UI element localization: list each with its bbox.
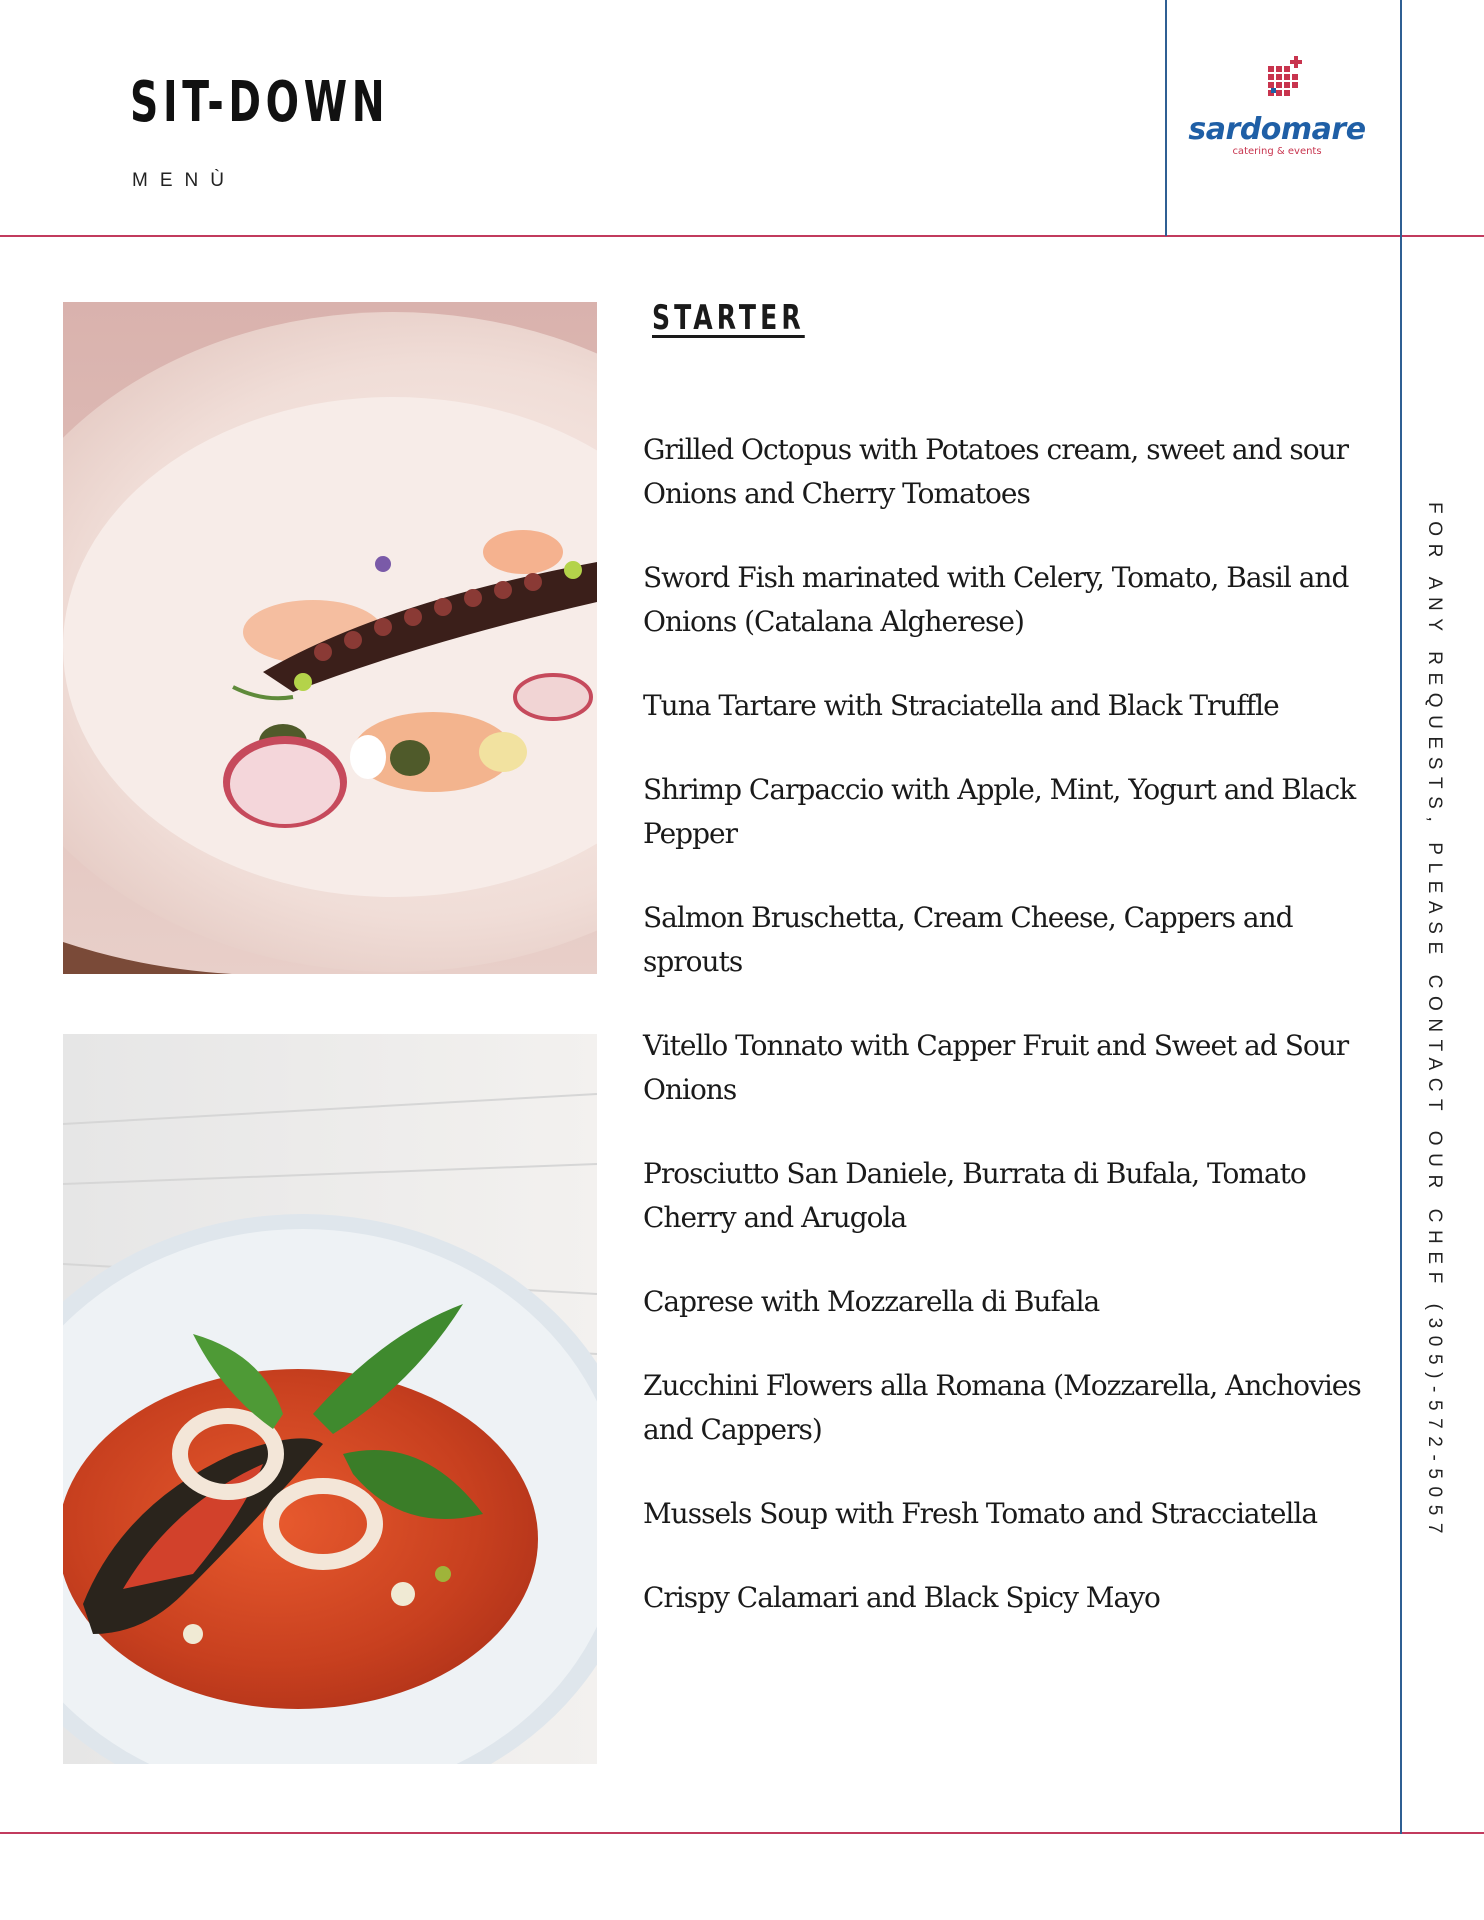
menu-item: Vitello Tonnato with Capper Fruit and Sweet ad Sour Onions — [643, 1029, 1349, 1106]
menu-item: Crispy Calamari and Black Spicy Mayo — [643, 1581, 1160, 1614]
mussels-soup-photo — [63, 1034, 597, 1764]
logo-tagline: catering & events — [1232, 146, 1322, 157]
contact-note: FOR ANY REQUESTS, PLEASE CONTACT OUR CHEF (305)-572-5057 — [1424, 502, 1445, 1542]
menu-item: Zucchini Flowers alla Romana (Mozzarella, Anchovies and Cappers) — [643, 1369, 1361, 1446]
page-subtitle: MENÙ — [132, 170, 236, 191]
logo-wordmark: sardomare — [1188, 112, 1366, 147]
logo-box-divider — [1165, 0, 1167, 236]
menu-item: Grilled Octopus with Potatoes cream, sweet and sour Onions and Cherry Tomatoes — [643, 433, 1349, 510]
header-divider — [0, 235, 1484, 237]
menu-item: Salmon Bruschetta, Cream Cheese, Cappers and sprouts — [643, 901, 1293, 978]
menu-item: Sword Fish marinated with Celery, Tomato, Basil and Onions (Catalana Algherese) — [643, 561, 1349, 638]
logo-mark-icon — [1182, 50, 1372, 110]
brand-logo — [1182, 50, 1372, 160]
menu-item: Tuna Tartare with Straciatella and Black Truffle — [643, 689, 1279, 722]
octopus-dish-photo — [63, 302, 597, 974]
menu-item: Prosciutto San Daniele, Burrata di Bufala, Tomato Cherry and Arugola — [643, 1157, 1306, 1234]
starter-menu-list — [643, 428, 1365, 1620]
page-title: SIT-DOWN — [130, 70, 390, 135]
footer-divider — [0, 1832, 1484, 1834]
menu-item: Mussels Soup with Fresh Tomato and Stracciatella — [643, 1497, 1318, 1530]
menu-item: Shrimp Carpaccio with Apple, Mint, Yogurt and Black Pepper — [643, 773, 1356, 850]
side-rule — [1400, 0, 1402, 1834]
section-title-starter: STARTER — [652, 298, 805, 338]
menu-item: Caprese with Mozzarella di Bufala — [643, 1285, 1100, 1318]
